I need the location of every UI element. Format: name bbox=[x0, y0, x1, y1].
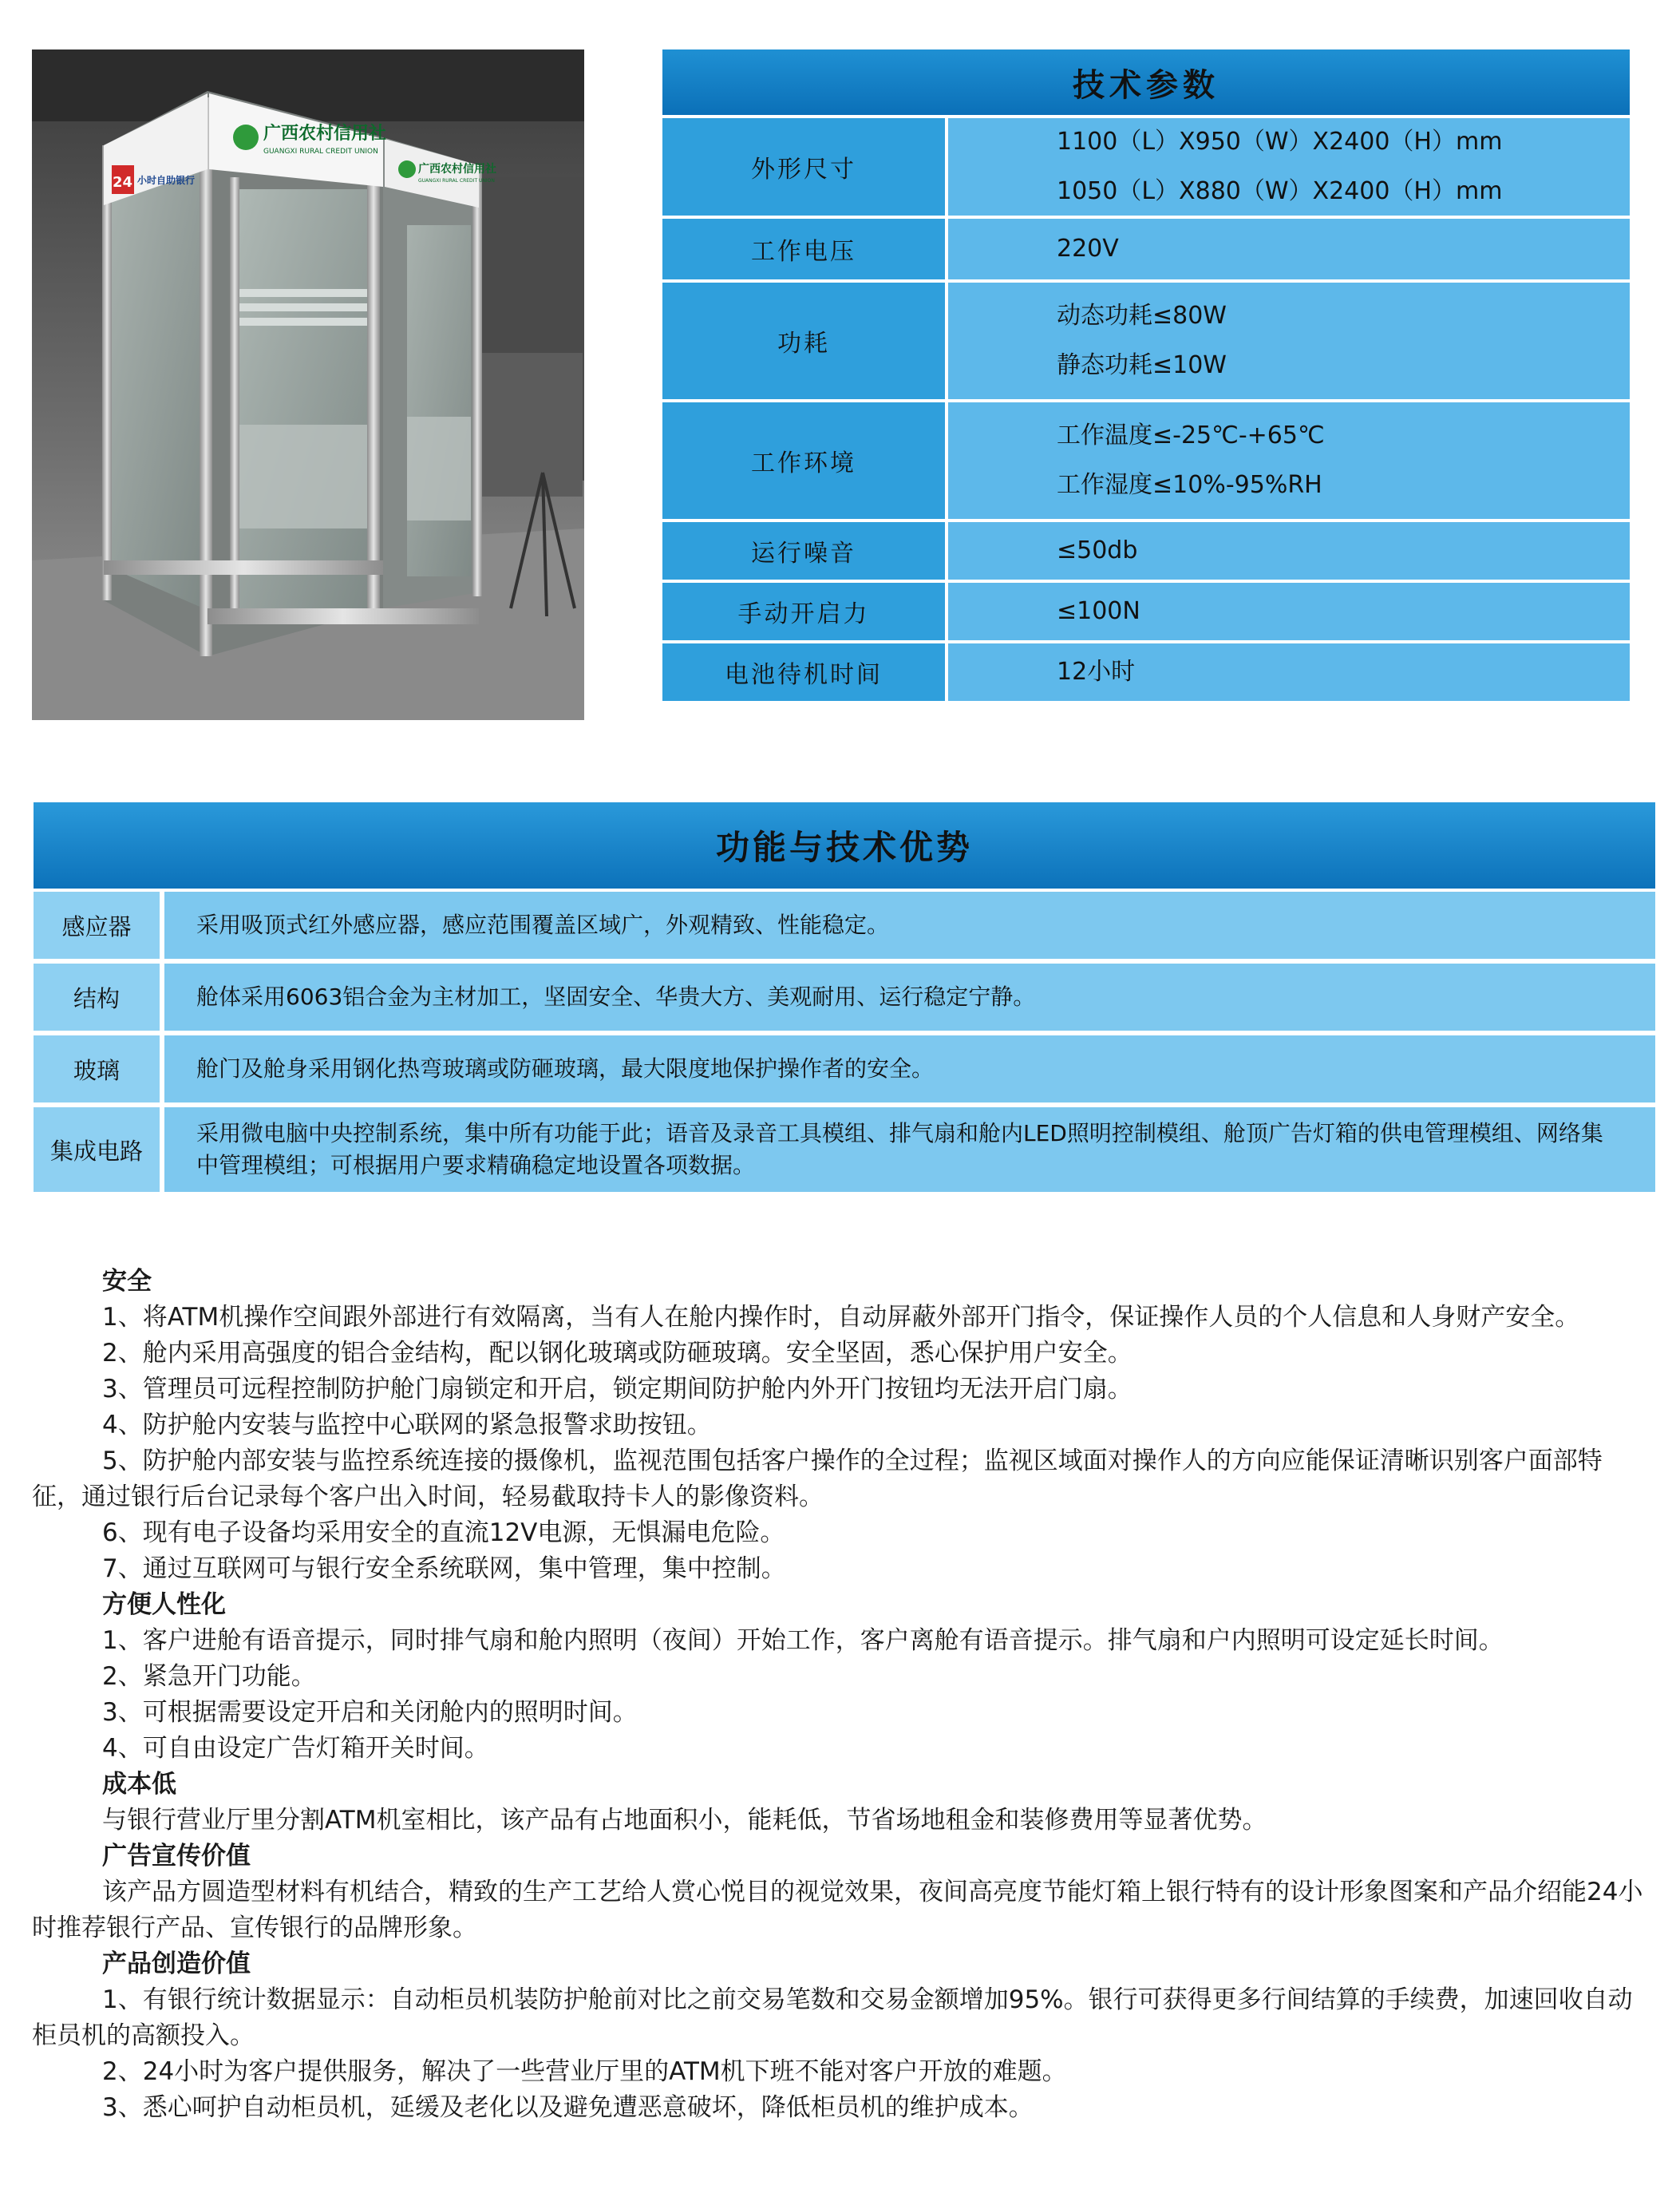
features-table bbox=[34, 802, 1655, 1197]
paragraph: 4、防护舱内安装与监控中心联网的紧急报警求助按钮。 bbox=[102, 1411, 712, 1439]
paragraph: 1、将ATM机操作空间跟外部进行有效隔离，当有人在舱内操作时，自动屏蔽外部开门指令，保证操作人员的个人信息和人身财产安全。 bbox=[102, 1303, 1580, 1332]
paragraph: 4、可自由设定广告灯箱开关时间。 bbox=[102, 1734, 489, 1763]
spec-value: 工作湿度≤10%-95%RH bbox=[1057, 471, 1322, 499]
spec-label: 功耗 bbox=[662, 283, 945, 399]
description-body bbox=[32, 1264, 1648, 2126]
paragraph: 2、紧急开门功能。 bbox=[102, 1662, 316, 1691]
feature-text: 采用微电脑中央控制系统，集中所有功能于此；语音及录音工具模组、排气扇和舱内LED照明控制模组、舱顶广告灯箱的供电管理模组、网络集中管理模组；可根据用户要求精确稳定地设置各项数据。 bbox=[164, 1107, 1655, 1192]
paragraph: 该产品方圆造型材料有机结合，精致的生产工艺给人赏心悦目的视觉效果，夜间高亮度节能灯箱上银行特有的设计形象图案和产品介绍能24小时推荐银行产品、宣传银行的品牌形象。 bbox=[32, 1878, 1643, 1942]
spec-label: 电池待机时间 bbox=[662, 643, 945, 701]
spec-value: ≤100N bbox=[1057, 597, 1140, 625]
rcu-logo-left bbox=[233, 125, 259, 150]
spec-label: 外形尺寸 bbox=[662, 118, 945, 216]
section-heading-convenience: 方便人性化 bbox=[102, 1590, 226, 1619]
product-photo bbox=[32, 49, 584, 720]
spec-row-force bbox=[662, 583, 1630, 640]
paragraph: 3、悉心呵护自动柜员机，延缓及老化以及避免遭恶意破坏，降低柜员机的维护成本。 bbox=[102, 2093, 1034, 2122]
spec-value: ≤50db bbox=[1057, 536, 1138, 564]
spec-value: 1050（L）X880（W）X2400（H）mm bbox=[1057, 177, 1503, 205]
paragraph: 2、24小时为客户提供服务，解决了一些营业厅里的ATM机下班不能对客户开放的难题。 bbox=[102, 2057, 1067, 2086]
features-title: 功能与技术优势 bbox=[34, 802, 1655, 889]
spec-value: 动态功耗≤80W bbox=[1057, 302, 1227, 330]
spec-row-size bbox=[662, 118, 1630, 216]
feature-row-glass bbox=[34, 1035, 1655, 1102]
paragraph: 与银行营业厅里分割ATM机室相比，该产品有占地面积小，能耗低，节省场地租金和装修费用等显著优势。 bbox=[102, 1806, 1267, 1835]
rcu-logo-right bbox=[398, 160, 416, 178]
feature-text: 采用吸顶式红外感应器，感应范围覆盖区域广，外观精致、性能稳定。 bbox=[164, 892, 1655, 959]
atm-booth-illustration bbox=[32, 49, 584, 720]
spec-title: 技术参数 bbox=[662, 49, 1630, 115]
spec-label: 工作环境 bbox=[662, 402, 945, 519]
spec-value: 静态功耗≤10W bbox=[1057, 351, 1227, 379]
section-heading-value: 产品创造价值 bbox=[102, 1950, 251, 1978]
paragraph: 3、管理员可远程控制防护舱门扇锁定和开启，锁定期间防护舱内外开门按钮均无法开启门扇。 bbox=[102, 1375, 1133, 1403]
spec-row-noise bbox=[662, 522, 1630, 580]
spec-label: 手动开启力 bbox=[662, 583, 945, 640]
feature-label: 玻璃 bbox=[34, 1035, 160, 1102]
spec-value: 工作温度≤-25℃-+65℃ bbox=[1057, 422, 1325, 449]
sign-right-sub: GUANGXI RURAL CREDIT UNION bbox=[418, 178, 495, 184]
paragraph: 1、有银行统计数据显示：自动柜员机装防护舱前对比之前交易笔数和交易金额增加95%。银行可获得更多行间结算的手续费，加速回收自动柜员机的高额投入。 bbox=[32, 1985, 1633, 2050]
spec-row-power bbox=[662, 283, 1630, 399]
feature-label: 结构 bbox=[34, 964, 160, 1031]
paragraph: 3、可根据需要设定开启和关闭舱内的照明时间。 bbox=[102, 1698, 638, 1727]
spec-label: 工作电压 bbox=[662, 219, 945, 279]
feature-row-sensor bbox=[34, 892, 1655, 959]
paragraph: 7、通过互联网可与银行安全系统联网，集中管理，集中控制。 bbox=[102, 1554, 786, 1583]
spec-table bbox=[662, 49, 1630, 704]
feature-text: 舱门及舱身采用钢化热弯玻璃或防砸玻璃，最大限度地保护操作者的安全。 bbox=[164, 1035, 1655, 1102]
sign-right-name: 广西农村信用社 bbox=[418, 163, 496, 176]
section-heading-advertising: 广告宣传价值 bbox=[102, 1842, 251, 1870]
feature-label: 感应器 bbox=[34, 892, 160, 959]
paragraph: 2、舱内采用高强度的铝合金结构，配以钢化玻璃或防砸玻璃。安全坚固，悉心保护用户安全。 bbox=[102, 1339, 1133, 1368]
spec-value: 12小时 bbox=[1057, 658, 1136, 686]
spec-value: 220V bbox=[1057, 235, 1119, 263]
section-heading-safety: 安全 bbox=[102, 1267, 152, 1296]
paragraph: 6、现有电子设备均采用安全的直流12V电源，无惧漏电危险。 bbox=[102, 1518, 785, 1547]
spec-row-environment bbox=[662, 402, 1630, 519]
feature-row-structure bbox=[34, 964, 1655, 1031]
spec-row-battery bbox=[662, 643, 1630, 701]
sign-badge: 24 bbox=[113, 174, 133, 191]
paragraph: 1、客户进舱有语音提示，同时排气扇和舱内照明（夜间）开始工作，客户离舱有语音提示。排气扇和户内照明可设定延长时间。 bbox=[102, 1626, 1504, 1655]
feature-row-circuit bbox=[34, 1107, 1655, 1192]
spec-value: 1100（L）X950（W）X2400（H）mm bbox=[1057, 128, 1503, 156]
paragraph: 5、防护舱内部安装与监控系统连接的摄像机，监视范围包括客户操作的全过程；监视区域面对操作人的方向应能保证清晰识别客户面部特征，通过银行后台记录每个客户出入时间，轻易截取持卡人的影像资料。 bbox=[32, 1447, 1603, 1511]
spec-row-voltage bbox=[662, 219, 1630, 279]
feature-text: 舱体采用6063铝合金为主材加工，坚固安全、华贵大方、美观耐用、运行稳定宁静。 bbox=[164, 964, 1655, 1031]
section-heading-cost: 成本低 bbox=[102, 1770, 176, 1799]
feature-label: 集成电路 bbox=[34, 1107, 160, 1192]
spec-label: 运行噪音 bbox=[662, 522, 945, 580]
sign-left-name: 广西农村信用社 bbox=[263, 124, 387, 144]
sign-left-sub: GUANGXI RURAL CREDIT UNION bbox=[263, 148, 378, 156]
sign-badge-text: 小时自助银行 bbox=[137, 175, 196, 186]
